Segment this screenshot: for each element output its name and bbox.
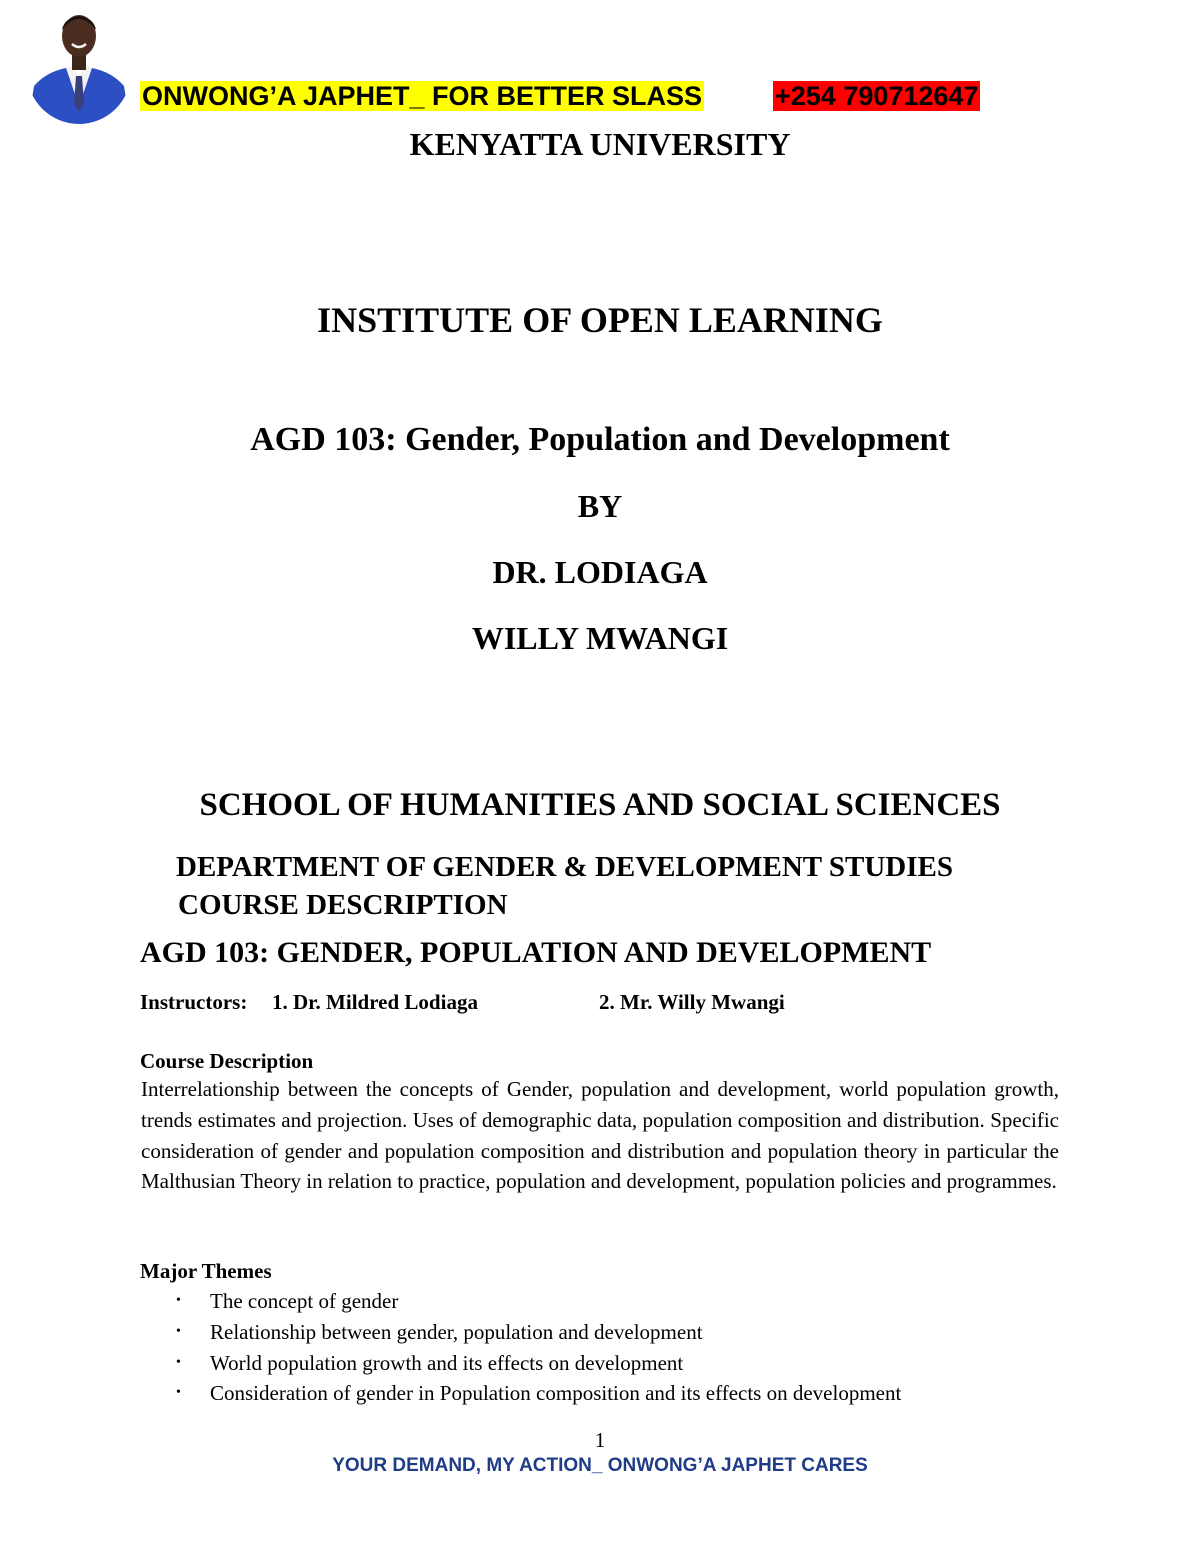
instructor-second: 2. Mr. Willy Mwangi [599,990,785,1014]
themes-list [141,1286,1101,1409]
portrait-image [26,6,132,124]
instructors-label: Instructors: [140,990,248,1014]
author-mwangi: WILLY MWANGI [471,620,729,656]
bullet-icon: • [176,1385,181,1401]
institute-title: INSTITUTE OF OPEN LEARNING [317,300,883,340]
bullet-icon: • [176,1323,181,1339]
major-themes-heading: Major Themes [140,1259,272,1283]
course-description-heading: COURSE DESCRIPTION [178,889,508,921]
bullet-icon: • [176,1354,181,1370]
department-heading: DEPARTMENT OF GENDER & DEVELOPMENT STUDIES [176,851,953,883]
bullet-icon: • [176,1293,181,1308]
by-label: BY [577,488,623,524]
list-item: • Consideration of gender in Population composition and its effects on development [141,1378,1101,1409]
banner-phone: +254 790712647 [775,81,979,111]
banner-name: ONWONG’A JAPHET_ FOR BETTER SLASS [142,81,703,111]
list-item: • The concept of gender [141,1286,1101,1317]
footer-tagline: YOUR DEMAND, MY ACTION_ ONWONG’A JAPHET CARES [332,1455,868,1476]
author-photo [26,6,132,124]
course-title: AGD 103: Gender, Population and Development [250,421,950,458]
list-item: • Relationship between gender, population and development [141,1317,1101,1348]
course-code-title: AGD 103: GENDER, POPULATION AND DEVELOPMENT [140,936,932,969]
university-title: KENYATTA UNIVERSITY [409,126,791,162]
school-heading: SCHOOL OF HUMANITIES AND SOCIAL SCIENCES [199,787,1001,823]
page-number: 1 [594,1428,606,1452]
course-description-subheading: Course Description [140,1049,314,1073]
course-description-text: Interrelationship between the concepts of Gender, population and development, world population growth, trends estimates and projection. Uses of demographic data, population composition and distribution. Specific consideration of gender and population composition and distribution and population theory in particular the Malthusian Theory in relation to practice, population and development, population policies and programmes. [141,1077,1059,1194]
list-item: • World population growth and its effects on development [141,1348,1101,1379]
author-lodiaga: DR. LODIAGA [492,554,708,590]
instructor-first: 1. Dr. Mildred Lodiaga [272,990,478,1014]
